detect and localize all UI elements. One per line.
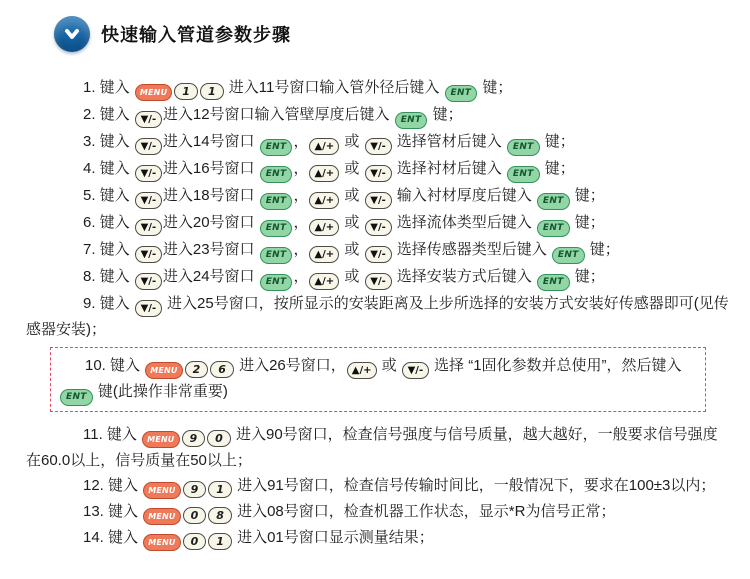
- step-text: 键；: [540, 133, 575, 150]
- step-item: [26, 473, 730, 499]
- section-header: [0, 0, 750, 52]
- step-text: 或: [340, 187, 364, 204]
- step-text: 进入16号窗口: [162, 160, 259, 177]
- step-text: 进入24号窗口: [162, 268, 259, 285]
- step-text: 键；: [428, 106, 463, 123]
- ent-key: ENT: [552, 247, 585, 264]
- down-arrow-key: ▼/-: [135, 273, 162, 290]
- ent-key: ENT: [260, 247, 293, 264]
- step-text: ，: [293, 160, 309, 177]
- digit-key: 1: [208, 533, 232, 550]
- step-text: 键；: [585, 241, 620, 258]
- up-arrow-key: ▲/+: [309, 246, 339, 263]
- ent-key: ENT: [260, 193, 293, 210]
- step-text: 13. 键入: [83, 503, 143, 520]
- ent-key: ENT: [260, 166, 293, 183]
- ent-key: ENT: [507, 166, 540, 183]
- step-text: ，: [293, 268, 309, 285]
- down-arrow-key: ▼/-: [402, 362, 429, 379]
- step-text: 进入25号窗口，按所显示的安装距离及上步所选择的安装方式安装好传感器即可(见传感器安装)；: [26, 295, 729, 338]
- step-item: [59, 353, 697, 406]
- step-text: 选择传感器类型后键入: [392, 241, 551, 258]
- down-arrow-key: ▼/-: [365, 138, 392, 155]
- down-arrow-key: ▼/-: [135, 192, 162, 209]
- step-text: 进入18号窗口: [162, 187, 259, 204]
- step-text: 键；: [570, 268, 605, 285]
- ent-key: ENT: [260, 220, 293, 237]
- step-text: 选择管材后键入: [392, 133, 506, 150]
- instruction-list: [0, 52, 750, 551]
- step-text: 进入12号窗口输入管壁厚度后键入: [162, 106, 394, 123]
- step-item: [26, 291, 730, 343]
- menu-key: MENU: [143, 482, 180, 499]
- step-text: 进入23号窗口: [162, 241, 259, 258]
- ent-key: ENT: [445, 85, 478, 102]
- step-text: 3. 键入: [83, 133, 134, 150]
- step-text: 键(此操作非常重要): [93, 382, 228, 400]
- step-item: [26, 525, 730, 551]
- step-text: 或: [340, 160, 364, 177]
- step-item: [26, 210, 730, 237]
- up-arrow-key: ▲/+: [309, 219, 339, 236]
- down-arrow-key: ▼/-: [135, 111, 162, 128]
- down-arrow-key: ▼/-: [135, 300, 162, 317]
- ent-key: ENT: [537, 274, 570, 291]
- step-text: 进入90号窗口，检查信号强度与信号质量，越大越好，一般要求信号强度在60.0以上，信号质量在50以上；: [26, 425, 718, 469]
- down-arrow-key: ▼/-: [135, 219, 162, 236]
- step-item: [26, 183, 730, 210]
- down-arrow-key: ▼/-: [135, 165, 162, 182]
- step-text: 选择流体类型后键入: [392, 214, 536, 231]
- chevron-down-icon[interactable]: [54, 16, 90, 52]
- step-text: 5. 键入: [83, 187, 134, 204]
- down-arrow-key: ▼/-: [365, 165, 392, 182]
- up-arrow-key: ▲/+: [309, 138, 339, 155]
- down-arrow-key: ▼/-: [135, 138, 162, 155]
- step-text: 进入08号窗口，检查机器工作状态，显示*R为信号正常；: [232, 503, 616, 520]
- step-item: [26, 129, 730, 156]
- ent-key: ENT: [507, 139, 540, 156]
- step-text: 7. 键入: [83, 241, 134, 258]
- step-text: 键；: [570, 214, 605, 231]
- step-text: 或: [340, 241, 364, 258]
- step-item: [26, 75, 730, 102]
- step-text: 进入14号窗口: [162, 133, 259, 150]
- digit-key: 0: [183, 507, 207, 524]
- step-item: [26, 156, 730, 183]
- step-text: 9. 键入: [83, 295, 134, 312]
- step-text: 2. 键入: [83, 106, 134, 123]
- up-arrow-key: ▲/+: [347, 362, 377, 379]
- step-text: ，: [293, 133, 309, 150]
- ent-key: ENT: [260, 139, 293, 156]
- step-text: 8. 键入: [83, 268, 134, 285]
- step-text: 进入01号窗口显示测量结果；: [232, 529, 434, 546]
- step-text: 进入26号窗口，: [234, 356, 346, 374]
- ent-key: ENT: [260, 274, 293, 291]
- up-arrow-key: ▲/+: [309, 273, 339, 290]
- menu-key: MENU: [145, 362, 182, 379]
- down-arrow-key: ▼/-: [365, 246, 392, 263]
- digit-key: 0: [207, 430, 231, 447]
- step-text: 14. 键入: [83, 529, 143, 546]
- step-item: [26, 499, 730, 525]
- step-text: 输入衬材厚度后键入: [392, 187, 536, 204]
- step-text: 进入91号窗口，检查信号传输时间比，一般情况下，要求在100±3以内；: [232, 477, 716, 494]
- steps-group-bottom: [26, 422, 730, 552]
- digit-key: 0: [183, 533, 207, 550]
- digit-key: 1: [200, 83, 224, 100]
- step-text: 进入11号窗口输入管外径后键入: [224, 79, 444, 96]
- step-item: [26, 422, 730, 474]
- step-text: 11. 键入: [83, 425, 142, 443]
- step-text: ，: [293, 187, 309, 204]
- important-step-box: [50, 347, 706, 412]
- step-text: 12. 键入: [83, 477, 143, 494]
- step-text: 选择安装方式后键入: [392, 268, 536, 285]
- step-text: 选择 “1固化参数并总使用”，然后键入: [429, 356, 686, 374]
- up-arrow-key: ▲/+: [309, 192, 339, 209]
- step-item: [26, 237, 730, 264]
- step-text: 4. 键入: [83, 160, 134, 177]
- step-text: 键；: [540, 160, 575, 177]
- page-title: 快速输入管道参数步骤: [101, 25, 291, 45]
- step-item: [26, 102, 730, 129]
- menu-key: MENU: [143, 508, 180, 525]
- step-text: 键；: [570, 187, 605, 204]
- down-arrow-key: ▼/-: [135, 246, 162, 263]
- down-arrow-key: ▼/-: [365, 219, 392, 236]
- menu-key: MENU: [135, 84, 172, 101]
- ent-key: ENT: [537, 220, 570, 237]
- step-text: 1. 键入: [83, 79, 134, 96]
- step-text: 或: [340, 214, 364, 231]
- digit-key: 9: [182, 430, 206, 447]
- step-text: 或: [377, 356, 401, 374]
- digit-key: 1: [208, 481, 232, 498]
- down-arrow-key: ▼/-: [365, 273, 392, 290]
- ent-key: ENT: [537, 193, 570, 210]
- digit-key: 8: [208, 507, 232, 524]
- digit-key: 2: [185, 361, 209, 378]
- up-arrow-key: ▲/+: [309, 165, 339, 182]
- ent-key: ENT: [60, 389, 93, 406]
- down-arrow-key: ▼/-: [365, 192, 392, 209]
- step-text: 或: [340, 268, 364, 285]
- digit-key: 9: [183, 481, 207, 498]
- step-text: 进入20号窗口: [162, 214, 259, 231]
- menu-key: MENU: [143, 534, 180, 551]
- steps-group-top: [26, 75, 730, 343]
- step-text: 6. 键入: [83, 214, 134, 231]
- step-item: [26, 264, 730, 291]
- step-text: 或: [340, 133, 364, 150]
- step-text: ，: [293, 214, 309, 231]
- digit-key: 1: [174, 83, 198, 100]
- step-text: 10. 键入: [85, 356, 145, 374]
- menu-key: MENU: [142, 431, 179, 448]
- step-text: 键；: [478, 79, 513, 96]
- step-text: 选择衬材后键入: [392, 160, 506, 177]
- ent-key: ENT: [395, 112, 428, 129]
- step-text: ，: [293, 241, 309, 258]
- digit-key: 6: [210, 361, 234, 378]
